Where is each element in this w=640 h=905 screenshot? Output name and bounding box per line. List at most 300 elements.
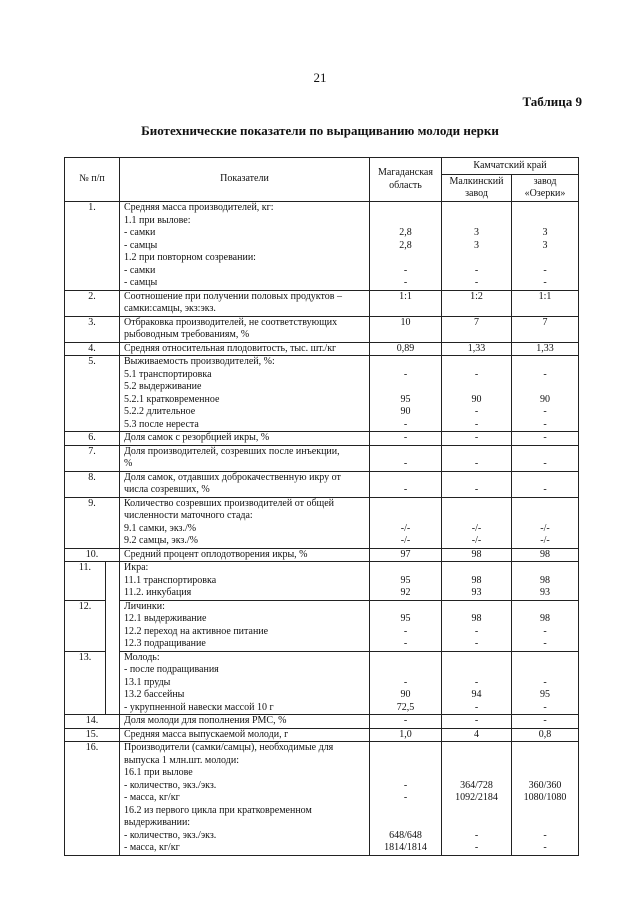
value-text: [516, 755, 574, 768]
ozerki-cell: [512, 445, 579, 471]
value-text: 1080/1080: [523, 792, 567, 803]
indicator-cell: [120, 600, 370, 651]
value-text: -: [403, 676, 408, 688]
indicator-text: 5.1 транспортировка: [124, 368, 212, 380]
row-number: 16.: [65, 742, 120, 856]
indicator-text: - масса, кг/кг: [124, 792, 180, 803]
header-magadan: [370, 158, 442, 202]
ozerki-cell: [512, 290, 579, 316]
malkinsky-cell: [442, 715, 512, 729]
ozerki-cell: [512, 356, 579, 432]
value-text: -: [403, 792, 408, 803]
value-text: [516, 742, 574, 755]
indicator-text: 16.1 при вылове: [124, 767, 193, 778]
indicator-text: 12.2 переход на активное питание: [124, 625, 269, 637]
header-ozerki-line: завод: [533, 175, 557, 187]
malkinsky-cell: [442, 651, 512, 715]
page-number: 21: [313, 70, 327, 85]
magadan-cell: [370, 728, 442, 742]
magadan-cell: [370, 497, 442, 548]
value-text: [446, 356, 507, 369]
indicator-text: Доля производителей, созревших после инъекции,: [124, 445, 340, 457]
value-text: 98: [540, 613, 550, 624]
indicator-cell: [120, 651, 370, 715]
value-text: 98: [540, 574, 550, 586]
value-text: [516, 252, 574, 265]
table-row: [65, 432, 579, 446]
value-text: [374, 510, 437, 523]
value-text: [516, 498, 574, 511]
value-text: -: [474, 418, 479, 430]
indicator-text: Количество созревших производителей от общей: [124, 497, 335, 509]
value-text: [446, 303, 507, 316]
indicator-text: 13.2 бассейны: [124, 689, 185, 700]
value-text: -: [543, 842, 547, 853]
value-text: 72,5: [396, 701, 415, 713]
value-text: 90: [471, 393, 482, 405]
value-text: [516, 510, 574, 523]
row-number: 1.: [65, 202, 120, 291]
indicator-text: Доля самок с резорбцией икры, %: [124, 432, 270, 443]
value-text: [516, 202, 574, 215]
magadan-cell: [370, 342, 442, 356]
value-text: -/-: [471, 522, 482, 534]
indicator-text: - укрупненной навески массой 10 г: [124, 701, 274, 713]
row-number: 7.: [65, 445, 120, 471]
value-text: 94: [471, 689, 482, 700]
value-text: -: [474, 277, 479, 288]
value-text: -: [474, 715, 479, 726]
value-text: -: [403, 418, 408, 430]
value-text: 1:1: [399, 290, 412, 302]
value-text: -: [543, 277, 547, 288]
value-text: 93: [540, 587, 550, 598]
value-text: -: [543, 432, 547, 443]
magadan-cell: [370, 562, 442, 601]
malkinsky-cell: [442, 742, 512, 856]
value-text: -: [474, 701, 479, 713]
indicator-text: Отбраковка производителей, не соответствующих: [124, 316, 338, 328]
malkinsky-cell: [442, 600, 512, 651]
value-text: -: [403, 625, 408, 637]
value-text: [374, 742, 437, 755]
indicator-text: выдерживании:: [124, 817, 191, 828]
value-text: -: [403, 638, 408, 649]
value-text: [374, 755, 437, 768]
value-text: 3: [474, 227, 479, 238]
value-text: 1092/2184: [455, 792, 498, 803]
indicator-cell: [120, 742, 370, 856]
header-malkinsky-line: завод: [465, 188, 488, 199]
value-text: -: [403, 264, 408, 276]
row-number: 6.: [65, 432, 120, 446]
value-text: [516, 664, 574, 677]
value-text: 95: [400, 613, 411, 624]
row-number: 10.: [65, 548, 120, 562]
value-text: [446, 252, 507, 265]
indicator-cell: [120, 202, 370, 291]
ozerki-cell: [512, 742, 579, 856]
ozerki-cell: [512, 562, 579, 601]
row-number: 12.: [65, 600, 106, 651]
indicator-text: %: [124, 458, 133, 469]
value-text: -/-: [540, 535, 550, 546]
indicator-text: - количество, экз./экз.: [124, 779, 217, 791]
value-text: 92: [400, 587, 411, 598]
value-text: 98: [540, 548, 550, 560]
indicator-text: 1.2 при повторном созревании:: [124, 252, 256, 263]
value-text: [516, 601, 574, 614]
magadan-cell: [370, 742, 442, 856]
value-text: [374, 805, 437, 818]
value-text: [446, 805, 507, 818]
malkinsky-cell: [442, 728, 512, 742]
table-row: [65, 651, 579, 715]
value-text: 1,0: [399, 728, 412, 740]
value-text: -/-: [400, 535, 411, 546]
value-text: [446, 562, 507, 575]
value-text: 95: [400, 393, 411, 405]
indicator-text: Средняя масса производителей, кг:: [124, 202, 274, 213]
ozerki-cell: [512, 728, 579, 742]
row-number: 5.: [65, 356, 120, 432]
table-row: [65, 316, 579, 342]
value-text: [374, 202, 437, 215]
value-text: 1814/1814: [384, 842, 427, 853]
value-text: 98: [471, 574, 482, 586]
indicator-text: 13.1 пруды: [124, 676, 171, 688]
ozerki-cell: [512, 342, 579, 356]
value-text: [374, 472, 437, 485]
value-text: [374, 664, 437, 677]
table-row: [65, 290, 579, 316]
value-text: [516, 562, 574, 575]
value-text: 10: [400, 316, 411, 328]
malkinsky-cell: [442, 432, 512, 446]
header-ozerki-line: «Озерки»: [524, 188, 566, 199]
value-text: 1:1: [538, 290, 552, 302]
indicator-text: выпуска 1 млн.шт. молоди:: [124, 754, 239, 766]
value-text: [374, 446, 437, 459]
malkinsky-cell: [442, 290, 512, 316]
value-text: [516, 356, 574, 369]
value-text: -: [474, 625, 479, 637]
value-text: [446, 755, 507, 768]
value-text: -: [543, 458, 547, 469]
row-number: 8.: [65, 471, 120, 497]
indicator-text: - самки: [124, 264, 156, 276]
indicator-text: численности маточного стада:: [124, 510, 253, 521]
indicator-text: Доля самок, отдавших доброкачественную икру от: [124, 471, 341, 483]
value-text: 90: [540, 393, 550, 405]
ozerki-cell: [512, 548, 579, 562]
indicator-text: 12.3 подращивание: [124, 638, 206, 649]
value-text: 93: [471, 587, 482, 598]
table-row: [65, 471, 579, 497]
value-text: -: [474, 368, 479, 380]
ozerki-cell: [512, 497, 579, 548]
indicator-text: Молодь:: [124, 651, 160, 663]
value-text: [446, 329, 507, 342]
table-row: [65, 742, 579, 856]
value-text: [446, 767, 507, 780]
value-text: [516, 817, 574, 830]
malkinsky-cell: [442, 548, 512, 562]
value-text: [446, 601, 507, 614]
value-text: -: [474, 842, 479, 853]
value-text: [374, 562, 437, 575]
header-malkinsky-line: Малкинский: [449, 175, 504, 187]
value-text: -: [474, 829, 479, 841]
magadan-cell: [370, 202, 442, 291]
malkinsky-cell: [442, 316, 512, 342]
value-text: -/-: [400, 522, 411, 534]
value-text: -: [543, 368, 547, 380]
value-text: 97: [400, 548, 411, 560]
value-text: [374, 498, 437, 511]
row-number: 11.: [65, 562, 106, 601]
malkinsky-cell: [442, 202, 512, 291]
value-text: [516, 446, 574, 459]
table-number: Таблица 9: [522, 94, 582, 109]
indicator-text: - самцы: [124, 239, 158, 251]
value-text: [374, 252, 437, 265]
magadan-cell: [370, 471, 442, 497]
value-text: -: [543, 418, 547, 430]
table-row: [65, 600, 579, 651]
table-row: [65, 202, 579, 291]
magadan-cell: [370, 445, 442, 471]
magadan-cell: [370, 316, 442, 342]
value-text: -: [543, 676, 547, 688]
value-text: -: [543, 264, 547, 276]
value-text: [446, 510, 507, 523]
table-row: [65, 497, 579, 548]
header-magadan-line: Магаданская: [378, 167, 433, 178]
ozerki-cell: [512, 600, 579, 651]
magadan-cell: [370, 432, 442, 446]
value-text: [374, 329, 437, 342]
value-text: -: [403, 779, 408, 791]
indicator-text: 1.1 при вылове:: [124, 214, 191, 226]
value-text: -: [474, 484, 479, 495]
value-text: [446, 498, 507, 511]
value-text: [374, 356, 437, 369]
indicator-cell: [120, 562, 370, 601]
value-text: -: [543, 484, 547, 495]
indicator-text: 16.2 из первого цикла при кратковременном: [124, 804, 312, 816]
indicator-cell: [120, 497, 370, 548]
row-number: 14.: [65, 715, 120, 729]
ozerki-cell: [512, 202, 579, 291]
value-text: [446, 202, 507, 215]
magadan-cell: [370, 356, 442, 432]
value-text: [446, 381, 507, 394]
indicator-text: Доля молоди для пополнения РМС, %: [124, 715, 287, 726]
value-text: 0,89: [396, 342, 415, 354]
indicator-text: 11.2. инкубация: [124, 587, 192, 598]
value-text: -: [543, 625, 547, 637]
value-text: 98: [471, 613, 482, 624]
indicator-text: - после подращивания: [124, 664, 219, 675]
indicator-text: Выживаемость производителей, %:: [124, 356, 275, 367]
indicator-text: Икра:: [124, 562, 149, 573]
indicator-cell: [120, 342, 370, 356]
value-text: [374, 303, 437, 316]
header-row: [65, 158, 579, 175]
value-text: 7: [542, 316, 548, 328]
indicator-cell: [120, 728, 370, 742]
value-text: -: [403, 484, 408, 495]
value-text: -: [474, 458, 479, 469]
value-text: -: [474, 406, 479, 417]
value-text: [446, 472, 507, 485]
indicator-text: 9.1 самки, экз./%: [124, 522, 197, 534]
value-text: [374, 215, 437, 228]
row-number: 4.: [65, 342, 120, 356]
row-number: 15.: [65, 728, 120, 742]
value-text: [446, 652, 507, 665]
indicator-text: 5.2.2 длительное: [124, 406, 196, 417]
ozerki-cell: [512, 432, 579, 446]
value-text: 1,33: [467, 342, 486, 354]
ozerki-cell: [512, 715, 579, 729]
indicator-text: 5.2 выдерживание: [124, 381, 202, 392]
value-text: [374, 767, 437, 780]
table-row: [65, 562, 579, 601]
indicator-text: Средняя относительная плодовитость, тыс. шт./кг: [124, 342, 337, 354]
malkinsky-cell: [442, 445, 512, 471]
value-text: -: [474, 264, 479, 276]
value-text: -: [403, 432, 408, 443]
header-magadan-line: область: [389, 179, 422, 191]
indicator-text: - самцы: [124, 277, 158, 288]
value-text: 2,8: [399, 227, 412, 238]
indicator-cell: [120, 548, 370, 562]
value-text: -: [403, 277, 408, 288]
header-kamchatka: Камчатский край: [442, 158, 579, 175]
value-text: 3: [474, 239, 479, 251]
indicator-text: числа созревших, %: [124, 484, 210, 495]
indicator-text: 5.3 после нереста: [124, 418, 199, 430]
value-text: 95: [540, 689, 550, 700]
value-text: [446, 817, 507, 830]
value-text: 3: [542, 227, 548, 238]
value-text: 98: [471, 548, 482, 560]
value-text: -: [543, 829, 547, 841]
value-text: 360/360: [528, 779, 562, 791]
indicator-text: 12.1 выдерживание: [124, 613, 207, 624]
table-row: [65, 445, 579, 471]
header-malkinsky: [442, 175, 512, 202]
value-text: [516, 381, 574, 394]
magadan-cell: [370, 600, 442, 651]
indicator-text: 9.2 самцы, экз./%: [124, 535, 198, 546]
value-text: 90: [400, 406, 411, 417]
value-text: [374, 381, 437, 394]
value-text: [446, 215, 507, 228]
header-indicators: Показатели: [120, 158, 370, 202]
value-text: [516, 303, 574, 316]
table-row: [65, 728, 579, 742]
value-text: [374, 601, 437, 614]
value-text: 90: [400, 689, 411, 700]
indicator-text: Средний процент оплодотворения икры, %: [124, 548, 308, 560]
indicator-cell: [120, 715, 370, 729]
indicator-text: 5.2.1 кратковременное: [124, 393, 220, 405]
value-text: -: [543, 406, 547, 417]
magadan-cell: [370, 290, 442, 316]
indicators-table: [64, 157, 579, 856]
magadan-cell: [370, 715, 442, 729]
ozerki-cell: [512, 316, 579, 342]
value-text: -/-: [471, 535, 482, 546]
indicator-text: - самки: [124, 227, 156, 238]
malkinsky-cell: [442, 471, 512, 497]
value-text: [374, 652, 437, 665]
magadan-cell: [370, 548, 442, 562]
value-text: -: [474, 676, 479, 688]
table-row: [65, 342, 579, 356]
indicator-text: Производители (самки/самцы), необходимые для: [124, 742, 334, 753]
value-text: [446, 742, 507, 755]
value-text: [446, 664, 507, 677]
indicator-text: - количество, экз./экз.: [124, 829, 217, 841]
value-text: 648/648: [389, 829, 422, 841]
header-ozerki: [512, 175, 579, 202]
ozerki-cell: [512, 651, 579, 715]
value-text: -/-: [540, 522, 550, 534]
malkinsky-cell: [442, 562, 512, 601]
indicator-cell: [120, 316, 370, 342]
row-number: 13.: [65, 651, 106, 715]
indicator-text: Соотношение при получении половых продуктов –: [124, 290, 342, 302]
row-number: 2.: [65, 290, 120, 316]
indicator-cell: [120, 290, 370, 316]
value-text: -: [403, 368, 408, 380]
value-text: -: [543, 715, 547, 726]
table-row: [65, 715, 579, 729]
value-text: -: [403, 458, 408, 469]
indicator-text: - масса, кг/кг: [124, 842, 180, 853]
value-text: [516, 472, 574, 485]
value-text: 95: [400, 574, 411, 586]
table-title: Биотехнические показатели по выращиванию молоди нерки: [141, 123, 499, 138]
value-text: [516, 329, 574, 342]
malkinsky-cell: [442, 356, 512, 432]
malkinsky-cell: [442, 342, 512, 356]
value-text: 7: [474, 316, 479, 328]
header-num: № п/п: [65, 158, 120, 202]
value-text: 364/728: [460, 779, 493, 791]
ozerki-cell: [512, 471, 579, 497]
indicator-cell: [120, 471, 370, 497]
value-text: [516, 805, 574, 818]
survival-group-label: [106, 562, 120, 715]
indicator-text: рыбоводным требованиям, %: [124, 329, 250, 340]
magadan-cell: [370, 651, 442, 715]
malkinsky-cell: [442, 497, 512, 548]
value-text: 4: [474, 728, 479, 740]
value-text: -: [474, 638, 479, 649]
indicator-cell: [120, 445, 370, 471]
indicator-text: 11.1 транспортировка: [124, 574, 217, 586]
value-text: -: [403, 715, 408, 726]
value-text: [516, 767, 574, 780]
value-text: [374, 817, 437, 830]
table-row: [65, 548, 579, 562]
indicator-text: Средняя масса выпускаемой молоди, г: [124, 728, 289, 740]
